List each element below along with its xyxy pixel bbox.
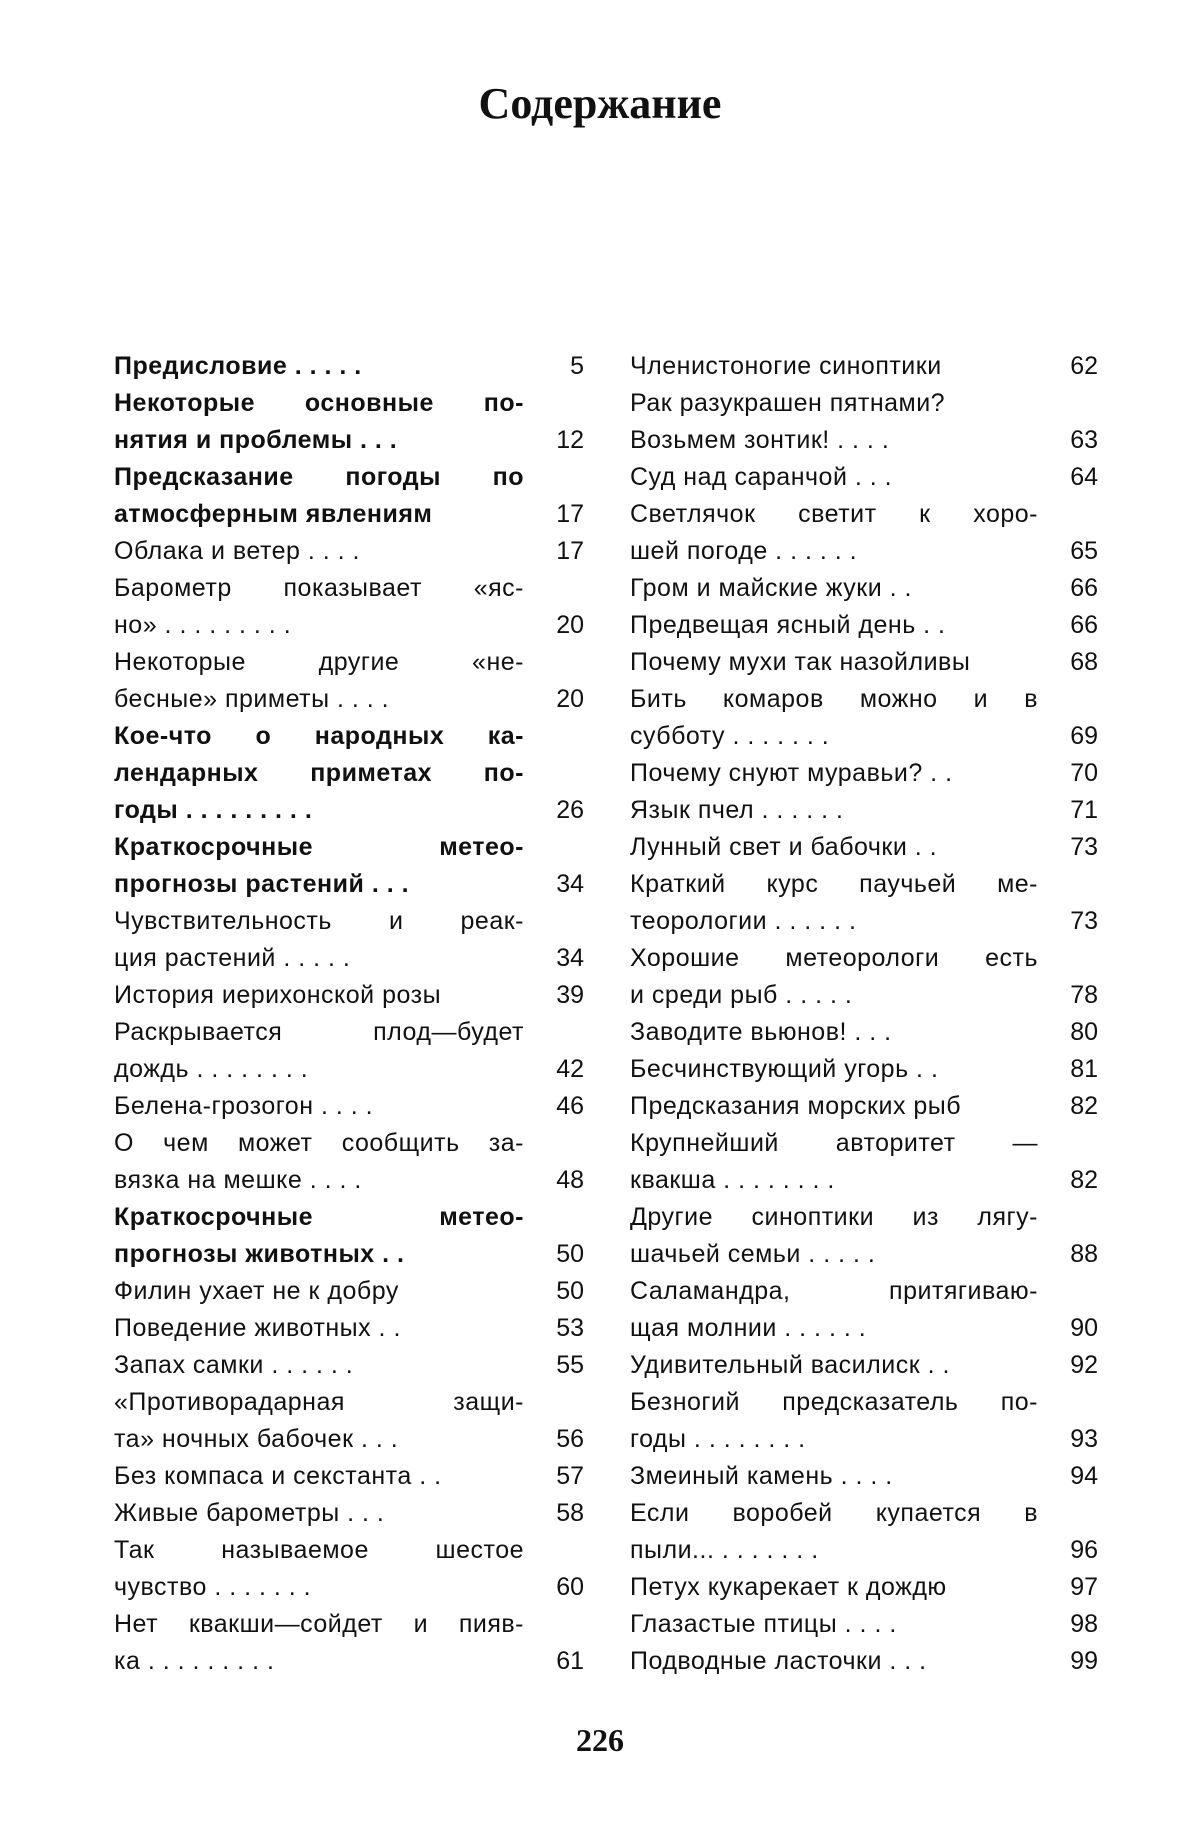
toc-entry-title xyxy=(630,1458,1038,1495)
toc-entry xyxy=(630,1051,1098,1088)
toc-entry-line: Нет квакши—сойдет и пияв- xyxy=(114,1610,524,1638)
toc-entry-page: 99 xyxy=(1070,1647,1098,1675)
toc-entry-line: лендарных приметах по- xyxy=(114,759,524,787)
toc-entry xyxy=(630,1458,1098,1495)
toc-entry-line: Предсказания морских рыб xyxy=(630,1092,962,1120)
toc-entry-page: 64 xyxy=(1070,463,1098,491)
toc-entry xyxy=(630,792,1098,829)
toc-entry-line: Хорошие метеорологи есть xyxy=(630,944,1038,972)
toc-entry-line: Так называемое шестое xyxy=(114,1536,524,1564)
toc-entry-title xyxy=(630,607,1038,644)
toc-entry xyxy=(114,459,584,533)
toc-entry-line: Белена-грозогон . . . . xyxy=(114,1092,374,1120)
toc-entry-title xyxy=(114,718,524,829)
toc-entry-title xyxy=(630,1051,1038,1088)
toc-entry-page: 39 xyxy=(556,981,584,1009)
toc-entry-line: Краткий курс паучьей ме- xyxy=(630,870,1038,898)
toc-entry-title xyxy=(630,866,1038,940)
toc-entry-line: Глазастые птицы . . . . xyxy=(630,1610,897,1638)
toc-entry xyxy=(630,496,1098,570)
toc-entry-page: 34 xyxy=(556,944,584,972)
toc-entry xyxy=(114,533,584,570)
toc-entry-title xyxy=(114,1088,524,1125)
toc-entry-line: вязка на мешке . . . . xyxy=(114,1166,362,1194)
toc-entry-title xyxy=(114,1532,524,1606)
toc-entry-page: 55 xyxy=(556,1351,584,1379)
toc-entry-title xyxy=(630,644,1038,681)
toc-entry-title xyxy=(630,940,1038,1014)
toc-entry-line: Язык пчел . . . . . . xyxy=(630,796,844,824)
toc-entry-title xyxy=(630,459,1038,496)
toc-entry-page: 12 xyxy=(556,426,584,454)
toc-entry-title xyxy=(630,1569,1038,1606)
toc-entry-line: О чем может сообщить за- xyxy=(114,1129,524,1157)
toc-entry-line: годы . . . . . . . . xyxy=(630,1425,806,1453)
toc-entry-page: 94 xyxy=(1070,1462,1098,1490)
toc-entry-line: пыли... . . . . . . . xyxy=(630,1536,819,1564)
toc-entry-line: Суд над саранчой . . . xyxy=(630,463,893,491)
toc-entry-page: 81 xyxy=(1070,1055,1098,1083)
toc-entry-line: Облака и ветер . . . . xyxy=(114,537,360,565)
toc-entry-line: ка . . . . . . . . . xyxy=(114,1647,275,1675)
toc-entry-line: Филин ухает не к добру xyxy=(114,1277,399,1305)
toc-entry-page: 68 xyxy=(1070,648,1098,676)
toc-entry-title xyxy=(630,348,1038,385)
toc-entry-line: Другие синоптики из лягу- xyxy=(630,1203,1038,1231)
toc-entry-page: 57 xyxy=(556,1462,584,1490)
toc-entry-page: 34 xyxy=(556,870,584,898)
toc-entry-line: щая молнии . . . . . . xyxy=(630,1314,867,1342)
toc-entry-line: теорологии . . . . . . xyxy=(630,907,857,935)
toc-entry-page: 46 xyxy=(556,1092,584,1120)
toc-entry-line: ция растений . . . . . xyxy=(114,944,351,972)
toc-entry-page: 66 xyxy=(1070,574,1098,602)
toc-entry-line: Безногий предсказатель по- xyxy=(630,1388,1038,1416)
toc-entry-line: Краткосрочные метео- xyxy=(114,833,524,861)
toc-entry-line: Возьмем зонтик! . . . . xyxy=(630,426,890,454)
toc-entry-page: 56 xyxy=(556,1425,584,1453)
toc-entry xyxy=(114,1125,584,1199)
toc-entry-title xyxy=(630,1273,1038,1347)
toc-entry xyxy=(630,607,1098,644)
toc-entry-title xyxy=(630,1199,1038,1273)
toc-entry-line: Барометр показывает «яс- xyxy=(114,574,524,602)
toc-entry-line: но» . . . . . . . . . xyxy=(114,611,292,639)
toc-entry-page: 78 xyxy=(1070,981,1098,1009)
toc-entry-line: квакша . . . . . . . . xyxy=(630,1166,835,1194)
toc-entry xyxy=(630,1014,1098,1051)
toc-entry xyxy=(114,570,584,644)
toc-entry-title xyxy=(114,1495,524,1532)
toc-entry-title xyxy=(114,1347,524,1384)
toc-entry-title xyxy=(114,533,524,570)
toc-entry-line: прогнозы растений . . . xyxy=(114,870,410,898)
toc-entry-page: 73 xyxy=(1070,907,1098,935)
toc-entry xyxy=(630,755,1098,792)
toc-entry xyxy=(630,1495,1098,1569)
toc-entry-page: 61 xyxy=(556,1647,584,1675)
toc-entry-title xyxy=(114,1199,524,1273)
toc-entry-page: 96 xyxy=(1070,1536,1098,1564)
toc-entry xyxy=(114,903,584,977)
toc-entry-page: 5 xyxy=(570,352,584,380)
toc-entry xyxy=(630,1347,1098,1384)
toc-entry-line: Рак разукрашен пятнами? xyxy=(630,389,946,417)
toc-entry-line: Удивительный василиск . . xyxy=(630,1351,950,1379)
toc-entry-line: Раскрывается плод—будет xyxy=(114,1018,524,1046)
toc-entry xyxy=(114,1458,584,1495)
toc-entry-page: 98 xyxy=(1070,1610,1098,1638)
toc-entry-page: 90 xyxy=(1070,1314,1098,1342)
toc-entry-title xyxy=(630,1014,1038,1051)
toc-entry-page: 80 xyxy=(1070,1018,1098,1046)
toc-entry-page: 53 xyxy=(556,1314,584,1342)
toc-entry-title xyxy=(630,681,1038,755)
toc-entry-line: Почему мухи так назойливы xyxy=(630,648,971,676)
page-number: 226 xyxy=(576,1722,624,1758)
toc-entry-title xyxy=(114,1606,524,1680)
toc-entry-page: 60 xyxy=(556,1573,584,1601)
toc-entry-line: прогнозы животных . . xyxy=(114,1240,405,1268)
toc-entry-page: 20 xyxy=(556,611,584,639)
toc-entry-page: 88 xyxy=(1070,1240,1098,1268)
toc-entry-line: годы . . . . . . . . . xyxy=(114,796,313,824)
toc-entry-page: 93 xyxy=(1070,1425,1098,1453)
toc-entry-line: Некоторые основные по- xyxy=(114,389,524,417)
toc-entry-title xyxy=(630,385,1038,422)
toc-entry-page: 63 xyxy=(1070,426,1098,454)
toc-entry-line: та» ночных бабочек . . . xyxy=(114,1425,399,1453)
toc-entry-title xyxy=(114,1310,524,1347)
toc-entry-page: 42 xyxy=(556,1055,584,1083)
toc-entry xyxy=(114,1606,584,1680)
toc-entry xyxy=(630,940,1098,1014)
toc-entry-line: Лунный свет и бабочки . . xyxy=(630,833,938,861)
toc-entry-line: История иерихонской розы xyxy=(114,981,442,1009)
toc-entry-line: «Противорадарная защи- xyxy=(114,1388,524,1416)
toc-entry-line: Светлячок светит к хоро- xyxy=(630,500,1038,528)
toc-entry xyxy=(114,977,584,1014)
toc-entry-title xyxy=(114,1384,524,1458)
toc-entry xyxy=(114,1014,584,1088)
toc-entry-title xyxy=(114,385,524,459)
toc-entry-title xyxy=(630,1643,1038,1680)
toc-entry-line: Предвещая ясный день . . xyxy=(630,611,946,639)
toc-entry xyxy=(630,829,1098,866)
toc-entry-title xyxy=(630,1125,1038,1199)
toc-entry-line: Поведение животных . . xyxy=(114,1314,401,1342)
toc-entry-line: Кое-что о народных ка- xyxy=(114,722,524,750)
toc-entry-title xyxy=(630,792,1038,829)
toc-entry xyxy=(114,718,584,829)
toc-entry-title xyxy=(114,977,524,1014)
toc-entry-line: и среди рыб . . . . . xyxy=(630,981,853,1009)
toc-entry-line: Заводите вьюнов! . . . xyxy=(630,1018,892,1046)
toc-entry-page: 58 xyxy=(556,1499,584,1527)
toc-entry xyxy=(630,644,1098,681)
page-title: Содержание xyxy=(478,79,722,128)
toc-entry xyxy=(630,348,1098,385)
toc-entry-page: 69 xyxy=(1070,722,1098,750)
toc-entry-page: 26 xyxy=(556,796,584,824)
toc-entry-line: субботу . . . . . . . xyxy=(630,722,830,750)
toc-entry xyxy=(114,829,584,903)
toc-entry-title xyxy=(630,1495,1038,1569)
toc-entry-line: Бесчинствующий угорь . . xyxy=(630,1055,939,1083)
toc-entry-page: 65 xyxy=(1070,537,1098,565)
toc-entry-title xyxy=(630,1606,1038,1643)
toc-entry-title xyxy=(114,1014,524,1088)
toc-entry-line: Змеиный камень . . . . xyxy=(630,1462,893,1490)
toc-entry-line: дождь . . . . . . . . xyxy=(114,1055,309,1083)
toc-entry xyxy=(114,1273,584,1310)
toc-entry-title xyxy=(114,829,524,903)
toc-left-column xyxy=(114,348,584,1680)
toc-entry-page: 62 xyxy=(1070,352,1098,380)
toc-entry-title xyxy=(114,903,524,977)
toc-entry-title xyxy=(114,644,524,718)
toc-entry-title xyxy=(630,829,1038,866)
toc-entry-title xyxy=(630,1088,1038,1125)
toc-entry-page: 82 xyxy=(1070,1092,1098,1120)
toc-entry xyxy=(630,1199,1098,1273)
toc-entry xyxy=(630,570,1098,607)
toc-entry-line: Краткосрочные метео- xyxy=(114,1203,524,1231)
toc-entry-title xyxy=(114,1458,524,1495)
toc-entry xyxy=(114,1088,584,1125)
toc-entry-title xyxy=(114,570,524,644)
toc-entry-line: Петух кукарекает к дождю xyxy=(630,1573,947,1601)
toc-entry-line: бесные» приметы . . . . xyxy=(114,685,390,713)
toc-entry xyxy=(114,1532,584,1606)
toc-entry-page xyxy=(1038,385,1098,422)
toc-entry xyxy=(630,866,1098,940)
toc-entry xyxy=(630,1125,1098,1199)
toc-entry-line: Предисловие . . . . . xyxy=(114,352,362,380)
toc-entry-title xyxy=(630,1384,1038,1458)
toc-entry-title xyxy=(114,1125,524,1199)
toc-entry-line: нятия и проблемы . . . xyxy=(114,426,398,454)
toc-entry xyxy=(630,1569,1098,1606)
toc-entry xyxy=(630,459,1098,496)
toc-entry-page: 17 xyxy=(556,500,584,528)
toc-entry-line: Крупнейший авторитет — xyxy=(630,1129,1038,1157)
toc-entry-line: Членистоногие синоптики xyxy=(630,352,942,380)
toc-entry-title xyxy=(630,755,1038,792)
toc-entry-page: 82 xyxy=(1070,1166,1098,1194)
toc-entry-page: 71 xyxy=(1070,796,1098,824)
toc-entry xyxy=(630,1273,1098,1347)
toc-entry-page: 50 xyxy=(556,1277,584,1305)
toc-entry-line: Подводные ласточки . . . xyxy=(630,1647,927,1675)
toc-entry-page: 66 xyxy=(1070,611,1098,639)
toc-entry xyxy=(114,644,584,718)
toc-entry xyxy=(630,1643,1098,1680)
toc-entry-line: шачьей семьи . . . . . xyxy=(630,1240,876,1268)
toc-entry-line: Почему снуют муравьи? . . xyxy=(630,759,953,787)
toc-entry xyxy=(114,1310,584,1347)
toc-entry xyxy=(114,1384,584,1458)
toc-entry-line: Запах самки . . . . . . xyxy=(114,1351,354,1379)
toc-entry-line: атмосферным явлениям xyxy=(114,500,433,528)
toc-entry-line: Чувствительность и реак- xyxy=(114,907,524,935)
toc-entry-title xyxy=(630,422,1038,459)
toc-entry-page: 50 xyxy=(556,1240,584,1268)
toc-entry-title xyxy=(630,496,1038,570)
toc-entry-title xyxy=(114,1273,524,1310)
toc-entry-line: Предсказание погоды по xyxy=(114,463,524,491)
toc-entry-page: 20 xyxy=(556,685,584,713)
toc-entry xyxy=(114,348,584,385)
toc-entry xyxy=(630,422,1098,459)
toc-entry-line: чувство . . . . . . . xyxy=(114,1573,312,1601)
toc-right-column xyxy=(630,348,1098,1680)
toc-entry xyxy=(114,1347,584,1384)
toc-entry-title xyxy=(630,570,1038,607)
toc-entry-line: Бить комаров можно и в xyxy=(630,685,1038,713)
toc-entry xyxy=(114,385,584,459)
toc-entry xyxy=(630,1606,1098,1643)
toc-entry xyxy=(630,681,1098,755)
toc-entry xyxy=(114,1199,584,1273)
toc-entry-page: 70 xyxy=(1070,759,1098,787)
toc-entry-title xyxy=(630,1347,1038,1384)
toc-entry xyxy=(630,1384,1098,1458)
toc-entry-page: 17 xyxy=(556,537,584,565)
toc-entry-line: шей погоде . . . . . . xyxy=(630,537,858,565)
toc-entry xyxy=(630,1088,1098,1125)
toc-entry-page: 92 xyxy=(1070,1351,1098,1379)
toc-entry-line: Без компаса и секстанта . . xyxy=(114,1462,442,1490)
toc-entry-line: Некоторые другие «не- xyxy=(114,648,524,676)
toc-entry-page: 48 xyxy=(556,1166,584,1194)
toc-entry xyxy=(114,1495,584,1532)
toc-entry-title xyxy=(114,348,524,385)
toc-entry-page: 73 xyxy=(1070,833,1098,861)
toc-entry xyxy=(630,385,1098,422)
toc-entry-title xyxy=(114,459,524,533)
toc-entry-line: Саламандра, притягиваю- xyxy=(630,1277,1038,1305)
toc-entry-line: Гром и майские жуки . . xyxy=(630,574,912,602)
toc-entry-page: 97 xyxy=(1070,1573,1098,1601)
toc-entry-line: Живые барометры . . . xyxy=(114,1499,385,1527)
toc-entry-line: Если воробей купается в xyxy=(630,1499,1038,1527)
